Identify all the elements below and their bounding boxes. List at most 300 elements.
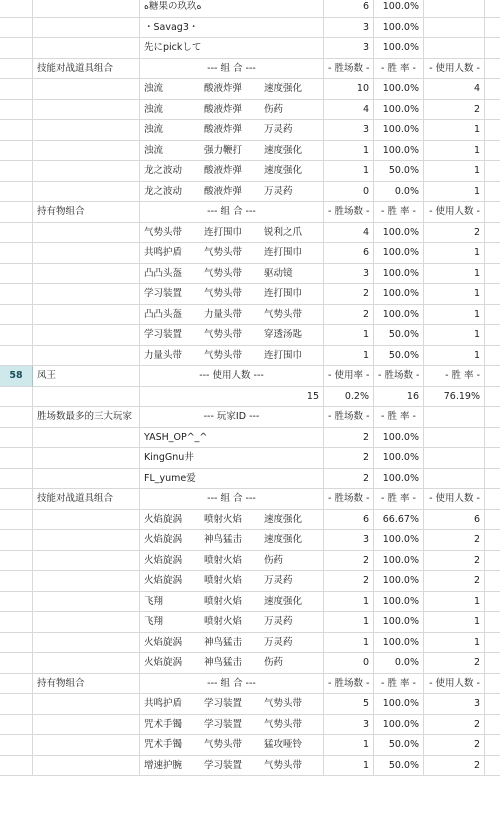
empty-cell[interactable]	[13, 223, 33, 244]
empty-cell[interactable]	[0, 202, 13, 223]
win-rate-cell[interactable]: 100.0%	[374, 448, 424, 469]
win-rate-cell[interactable]: 100.0%	[374, 633, 424, 654]
combo-header[interactable]: --- 组 合 ---	[140, 59, 324, 80]
combo-cell[interactable]	[140, 284, 324, 305]
use-rate-header[interactable]: - 使用率 -	[324, 366, 374, 387]
win-rate-cell[interactable]: 50.0%	[374, 346, 424, 367]
empty-cell[interactable]	[13, 735, 33, 756]
users-cell[interactable]: 1	[424, 264, 485, 285]
wins-cell[interactable]: 1	[324, 141, 374, 162]
empty-cell[interactable]	[485, 489, 500, 510]
empty-cell[interactable]	[485, 182, 500, 203]
empty-cell[interactable]	[33, 18, 140, 39]
win-rate-cell[interactable]: 50.0%	[374, 325, 424, 346]
empty-cell[interactable]	[485, 223, 500, 244]
empty-cell[interactable]	[13, 489, 33, 510]
combo-cell[interactable]	[140, 243, 324, 264]
empty-cell[interactable]	[13, 633, 33, 654]
combo-cell[interactable]	[140, 551, 324, 572]
empty-cell[interactable]	[485, 305, 500, 326]
users-cell[interactable]: 1	[424, 592, 485, 613]
empty-cell[interactable]	[33, 79, 140, 100]
empty-cell[interactable]	[485, 18, 500, 39]
empty-cell[interactable]	[0, 346, 13, 367]
empty-cell[interactable]	[424, 469, 485, 490]
empty-cell[interactable]	[485, 120, 500, 141]
pokemon-use-rate[interactable]: 0.2%	[324, 387, 374, 408]
empty-cell[interactable]	[0, 612, 13, 633]
users-cell[interactable]: 1	[424, 141, 485, 162]
empty-cell[interactable]	[485, 756, 500, 777]
combo-cell[interactable]	[140, 141, 324, 162]
empty-cell[interactable]	[13, 346, 33, 367]
empty-cell[interactable]	[485, 346, 500, 367]
empty-cell[interactable]	[0, 59, 13, 80]
empty-cell[interactable]	[33, 161, 140, 182]
empty-cell[interactable]	[13, 530, 33, 551]
wins-cell[interactable]: 1	[324, 612, 374, 633]
win-rate-cell[interactable]: 100.0%	[374, 469, 424, 490]
empty-cell[interactable]	[33, 325, 140, 346]
empty-cell[interactable]	[33, 428, 140, 449]
empty-cell[interactable]	[485, 243, 500, 264]
empty-cell[interactable]	[33, 120, 140, 141]
empty-cell[interactable]	[485, 571, 500, 592]
users-cell[interactable]: 4	[424, 79, 485, 100]
empty-cell[interactable]	[13, 0, 33, 18]
rate-header[interactable]: - 胜 率 -	[374, 407, 424, 428]
rate-header[interactable]: - 胜 率 -	[374, 674, 424, 695]
win-rate-cell[interactable]: 100.0%	[374, 571, 424, 592]
users-cell[interactable]: 6	[424, 510, 485, 531]
empty-cell[interactable]	[0, 735, 13, 756]
empty-cell[interactable]	[424, 0, 485, 18]
wins-cell[interactable]: 1	[324, 161, 374, 182]
users-cell[interactable]: 1	[424, 633, 485, 654]
combo-cell[interactable]	[140, 264, 324, 285]
empty-cell[interactable]	[13, 653, 33, 674]
wins-cell[interactable]: 1	[324, 735, 374, 756]
empty-cell[interactable]	[485, 59, 500, 80]
empty-cell[interactable]	[0, 551, 13, 572]
wins-cell[interactable]: 2	[324, 305, 374, 326]
pokemon-name[interactable]: 凤王	[33, 366, 140, 387]
empty-cell[interactable]	[0, 530, 13, 551]
empty-cell[interactable]	[0, 120, 13, 141]
empty-cell[interactable]	[33, 571, 140, 592]
wins-cell[interactable]: 2	[324, 469, 374, 490]
empty-cell[interactable]	[485, 653, 500, 674]
empty-cell[interactable]	[33, 387, 140, 408]
empty-cell[interactable]	[33, 38, 140, 59]
player-name-cell[interactable]: FL_yume爱	[140, 469, 324, 490]
empty-cell[interactable]	[424, 38, 485, 59]
empty-cell[interactable]	[485, 0, 500, 18]
wins-cell[interactable]: 3	[324, 38, 374, 59]
empty-cell[interactable]	[0, 469, 13, 490]
wins-cell[interactable]: 0	[324, 182, 374, 203]
empty-cell[interactable]	[485, 202, 500, 223]
empty-cell[interactable]	[33, 223, 140, 244]
empty-cell[interactable]	[0, 653, 13, 674]
empty-cell[interactable]	[33, 284, 140, 305]
row-number[interactable]	[0, 366, 33, 387]
combo-cell[interactable]	[140, 325, 324, 346]
wins-cell[interactable]: 2	[324, 284, 374, 305]
wins-cell[interactable]: 6	[324, 0, 374, 18]
win-rate-cell[interactable]: 50.0%	[374, 735, 424, 756]
empty-cell[interactable]	[13, 571, 33, 592]
empty-cell[interactable]	[33, 182, 140, 203]
wins-cell[interactable]: 1	[324, 633, 374, 654]
win-count-header[interactable]: - 胜场数 -	[374, 366, 424, 387]
empty-cell[interactable]	[0, 182, 13, 203]
combo-cell[interactable]	[140, 182, 324, 203]
combo-cell[interactable]	[140, 571, 324, 592]
empty-cell[interactable]	[0, 407, 13, 428]
empty-cell[interactable]	[13, 469, 33, 490]
users-cell[interactable]: 2	[424, 100, 485, 121]
users-cell[interactable]: 3	[424, 694, 485, 715]
empty-cell[interactable]	[485, 161, 500, 182]
users-cell[interactable]: 2	[424, 530, 485, 551]
empty-cell[interactable]	[13, 284, 33, 305]
rate-header[interactable]: - 胜 率 -	[374, 489, 424, 510]
empty-cell[interactable]	[485, 387, 500, 408]
win-rate-cell[interactable]: 0.0%	[374, 653, 424, 674]
empty-cell[interactable]	[0, 305, 13, 326]
pokemon-users[interactable]: 15	[140, 387, 324, 408]
wins-cell[interactable]: 2	[324, 428, 374, 449]
users-cell[interactable]: 1	[424, 182, 485, 203]
wins-cell[interactable]: 10	[324, 79, 374, 100]
combo-cell[interactable]	[140, 100, 324, 121]
player-name-cell[interactable]: ه糖果の玖玖ه	[140, 0, 324, 18]
combo-cell[interactable]	[140, 530, 324, 551]
empty-cell[interactable]	[485, 735, 500, 756]
empty-cell[interactable]	[33, 694, 140, 715]
empty-cell[interactable]	[0, 325, 13, 346]
win-rate-cell[interactable]: 100.0%	[374, 223, 424, 244]
empty-cell[interactable]	[485, 469, 500, 490]
rate-header[interactable]: - 胜 率 -	[374, 59, 424, 80]
combo-cell[interactable]	[140, 653, 324, 674]
empty-cell[interactable]	[485, 325, 500, 346]
empty-cell[interactable]	[33, 735, 140, 756]
users-header[interactable]: - 使用人数 -	[424, 202, 485, 223]
empty-cell[interactable]	[13, 592, 33, 613]
win-rate-cell[interactable]: 100.0%	[374, 120, 424, 141]
empty-cell[interactable]	[13, 79, 33, 100]
empty-cell[interactable]	[33, 141, 140, 162]
win-rate-cell[interactable]: 50.0%	[374, 161, 424, 182]
win-rate-cell[interactable]: 100.0%	[374, 100, 424, 121]
win-rate-cell[interactable]: 100.0%	[374, 592, 424, 613]
users-cell[interactable]: 2	[424, 735, 485, 756]
empty-cell[interactable]	[0, 694, 13, 715]
empty-cell[interactable]	[0, 510, 13, 531]
wins-cell[interactable]: 2	[324, 571, 374, 592]
wins-cell[interactable]: 1	[324, 756, 374, 777]
empty-cell[interactable]	[13, 694, 33, 715]
empty-cell[interactable]	[0, 141, 13, 162]
empty-cell[interactable]	[33, 612, 140, 633]
empty-cell[interactable]	[0, 264, 13, 285]
section-label[interactable]: 技能对战道具组合	[33, 59, 140, 80]
empty-cell[interactable]	[13, 387, 33, 408]
empty-cell[interactable]	[485, 530, 500, 551]
empty-cell[interactable]	[13, 407, 33, 428]
empty-cell[interactable]	[485, 674, 500, 695]
wins-cell[interactable]: 2	[324, 448, 374, 469]
empty-cell[interactable]	[33, 756, 140, 777]
empty-cell[interactable]	[0, 0, 13, 18]
empty-cell[interactable]	[0, 100, 13, 121]
wins-cell[interactable]: 6	[324, 510, 374, 531]
win-rate-cell[interactable]: 100.0%	[374, 79, 424, 100]
users-header[interactable]: - 使用人数 -	[424, 59, 485, 80]
empty-cell[interactable]	[33, 264, 140, 285]
wins-cell[interactable]: 3	[324, 18, 374, 39]
section-label[interactable]: 持有物组合	[33, 674, 140, 695]
empty-cell[interactable]	[424, 18, 485, 39]
empty-cell[interactable]	[0, 674, 13, 695]
empty-cell[interactable]	[13, 141, 33, 162]
users-cell[interactable]: 2	[424, 223, 485, 244]
combo-cell[interactable]	[140, 715, 324, 736]
users-cell[interactable]: 2	[424, 551, 485, 572]
empty-cell[interactable]	[13, 38, 33, 59]
combo-cell[interactable]	[140, 223, 324, 244]
empty-cell[interactable]	[0, 756, 13, 777]
empty-cell[interactable]	[424, 448, 485, 469]
empty-cell[interactable]	[13, 551, 33, 572]
empty-cell[interactable]	[0, 633, 13, 654]
empty-cell[interactable]	[33, 530, 140, 551]
empty-cell[interactable]	[485, 38, 500, 59]
empty-cell[interactable]	[485, 366, 500, 387]
empty-cell[interactable]	[13, 182, 33, 203]
wins-header[interactable]: - 胜场数 -	[324, 202, 374, 223]
empty-cell[interactable]	[33, 653, 140, 674]
empty-cell[interactable]	[13, 120, 33, 141]
empty-cell[interactable]	[33, 100, 140, 121]
empty-cell[interactable]	[13, 674, 33, 695]
wins-header[interactable]: - 胜场数 -	[324, 489, 374, 510]
empty-cell[interactable]	[33, 448, 140, 469]
combo-cell[interactable]	[140, 756, 324, 777]
empty-cell[interactable]	[0, 79, 13, 100]
empty-cell[interactable]	[485, 264, 500, 285]
users-header[interactable]: - 使用人数 -	[424, 674, 485, 695]
empty-cell[interactable]	[0, 428, 13, 449]
win-rate-cell[interactable]: 100.0%	[374, 551, 424, 572]
combo-cell[interactable]	[140, 305, 324, 326]
empty-cell[interactable]	[13, 428, 33, 449]
win-rate-cell[interactable]: 100.0%	[374, 305, 424, 326]
wins-header[interactable]: - 胜场数 -	[324, 674, 374, 695]
empty-cell[interactable]	[33, 510, 140, 531]
win-rate-cell[interactable]: 0.0%	[374, 182, 424, 203]
wins-cell[interactable]: 1	[324, 592, 374, 613]
combo-cell[interactable]	[140, 735, 324, 756]
section-label[interactable]: 胜场数最多的三大玩家	[33, 407, 140, 428]
win-rate-cell[interactable]: 100.0%	[374, 530, 424, 551]
empty-cell[interactable]	[0, 284, 13, 305]
empty-cell[interactable]	[33, 592, 140, 613]
wins-cell[interactable]: 4	[324, 223, 374, 244]
users-cell[interactable]: 2	[424, 715, 485, 736]
users-header[interactable]: - 使用人数 -	[424, 489, 485, 510]
users-cell[interactable]: 1	[424, 243, 485, 264]
wins-cell[interactable]: 1	[324, 346, 374, 367]
empty-cell[interactable]	[485, 284, 500, 305]
empty-cell[interactable]	[485, 141, 500, 162]
empty-cell[interactable]	[13, 715, 33, 736]
win-rate-cell[interactable]: 100.0%	[374, 264, 424, 285]
users-cell[interactable]: 1	[424, 346, 485, 367]
empty-cell[interactable]	[33, 715, 140, 736]
win-rate-cell[interactable]: 100.0%	[374, 612, 424, 633]
empty-cell[interactable]	[0, 448, 13, 469]
empty-cell[interactable]	[13, 264, 33, 285]
win-rate-cell[interactable]: 100.0%	[374, 243, 424, 264]
combo-cell[interactable]	[140, 592, 324, 613]
empty-cell[interactable]	[485, 694, 500, 715]
combo-cell[interactable]	[140, 161, 324, 182]
win-rate-cell[interactable]: 100.0%	[374, 141, 424, 162]
wins-cell[interactable]: 2	[324, 551, 374, 572]
wins-cell[interactable]: 3	[324, 530, 374, 551]
empty-cell[interactable]	[33, 305, 140, 326]
win-rate-cell[interactable]: 100.0%	[374, 694, 424, 715]
empty-cell[interactable]	[0, 387, 13, 408]
empty-cell[interactable]	[33, 633, 140, 654]
pokemon-win-rate[interactable]: 76.19%	[424, 387, 485, 408]
empty-cell[interactable]	[33, 243, 140, 264]
empty-cell[interactable]	[485, 428, 500, 449]
empty-cell[interactable]	[485, 407, 500, 428]
empty-cell[interactable]	[0, 38, 13, 59]
win-rate-cell[interactable]: 100.0%	[374, 428, 424, 449]
wins-cell[interactable]: 1	[324, 325, 374, 346]
users-cell[interactable]: 1	[424, 120, 485, 141]
users-count-header[interactable]: --- 使用人数 ---	[140, 366, 324, 387]
empty-cell[interactable]	[0, 715, 13, 736]
users-cell[interactable]: 1	[424, 305, 485, 326]
wins-cell[interactable]: 3	[324, 264, 374, 285]
empty-cell[interactable]	[13, 18, 33, 39]
rate-header[interactable]: - 胜 率 -	[374, 202, 424, 223]
player-name-cell[interactable]: ・Savag3・	[140, 18, 324, 39]
wins-cell[interactable]: 6	[324, 243, 374, 264]
empty-cell[interactable]	[13, 305, 33, 326]
empty-cell[interactable]	[485, 448, 500, 469]
users-cell[interactable]: 1	[424, 161, 485, 182]
player-id-header[interactable]: --- 玩家ID ---	[140, 407, 324, 428]
combo-cell[interactable]	[140, 633, 324, 654]
users-cell[interactable]: 2	[424, 756, 485, 777]
users-cell[interactable]: 1	[424, 284, 485, 305]
users-cell[interactable]: 2	[424, 653, 485, 674]
empty-cell[interactable]	[0, 18, 13, 39]
combo-cell[interactable]	[140, 79, 324, 100]
empty-cell[interactable]	[485, 79, 500, 100]
empty-cell[interactable]	[13, 202, 33, 223]
win-rate-header[interactable]: - 胜 率 -	[424, 366, 485, 387]
combo-header[interactable]: --- 组 合 ---	[140, 489, 324, 510]
player-name-cell[interactable]: KingGnu井	[140, 448, 324, 469]
combo-cell[interactable]	[140, 510, 324, 531]
empty-cell[interactable]	[13, 161, 33, 182]
empty-cell[interactable]	[485, 100, 500, 121]
empty-cell[interactable]	[485, 592, 500, 613]
win-rate-cell[interactable]: 50.0%	[374, 756, 424, 777]
empty-cell[interactable]	[485, 715, 500, 736]
empty-cell[interactable]	[33, 346, 140, 367]
empty-cell[interactable]	[13, 243, 33, 264]
section-label[interactable]: 技能对战道具组合	[33, 489, 140, 510]
empty-cell[interactable]	[33, 0, 140, 18]
combo-cell[interactable]	[140, 694, 324, 715]
wins-cell[interactable]: 4	[324, 100, 374, 121]
win-rate-cell[interactable]: 100.0%	[374, 284, 424, 305]
empty-cell[interactable]	[0, 571, 13, 592]
users-cell[interactable]: 1	[424, 612, 485, 633]
empty-cell[interactable]	[13, 325, 33, 346]
wins-header[interactable]: - 胜场数 -	[324, 407, 374, 428]
empty-cell[interactable]	[0, 489, 13, 510]
pokemon-wins[interactable]: 16	[374, 387, 424, 408]
player-name-cell[interactable]: 先にpickして	[140, 38, 324, 59]
empty-cell[interactable]	[0, 161, 13, 182]
win-rate-cell[interactable]: 100.0%	[374, 0, 424, 18]
empty-cell[interactable]	[424, 407, 485, 428]
empty-cell[interactable]	[485, 551, 500, 572]
win-rate-cell[interactable]: 100.0%	[374, 715, 424, 736]
empty-cell[interactable]	[485, 510, 500, 531]
empty-cell[interactable]	[485, 633, 500, 654]
combo-cell[interactable]	[140, 346, 324, 367]
empty-cell[interactable]	[33, 469, 140, 490]
wins-header[interactable]: - 胜场数 -	[324, 59, 374, 80]
combo-header[interactable]: --- 组 合 ---	[140, 202, 324, 223]
empty-cell[interactable]	[13, 612, 33, 633]
wins-cell[interactable]: 0	[324, 653, 374, 674]
wins-cell[interactable]: 3	[324, 715, 374, 736]
empty-cell[interactable]	[424, 428, 485, 449]
win-rate-cell[interactable]: 100.0%	[374, 18, 424, 39]
empty-cell[interactable]	[0, 592, 13, 613]
combo-header[interactable]: --- 组 合 ---	[140, 674, 324, 695]
empty-cell[interactable]	[13, 59, 33, 80]
empty-cell[interactable]	[485, 612, 500, 633]
empty-cell[interactable]	[13, 756, 33, 777]
wins-cell[interactable]: 5	[324, 694, 374, 715]
combo-cell[interactable]	[140, 120, 324, 141]
empty-cell[interactable]	[0, 243, 13, 264]
win-rate-cell[interactable]: 66.67%	[374, 510, 424, 531]
users-cell[interactable]: 1	[424, 325, 485, 346]
empty-cell[interactable]	[13, 100, 33, 121]
empty-cell[interactable]	[33, 551, 140, 572]
section-label[interactable]: 持有物组合	[33, 202, 140, 223]
wins-cell[interactable]: 3	[324, 120, 374, 141]
users-cell[interactable]: 2	[424, 571, 485, 592]
combo-cell[interactable]	[140, 612, 324, 633]
empty-cell[interactable]	[13, 510, 33, 531]
empty-cell[interactable]	[0, 223, 13, 244]
